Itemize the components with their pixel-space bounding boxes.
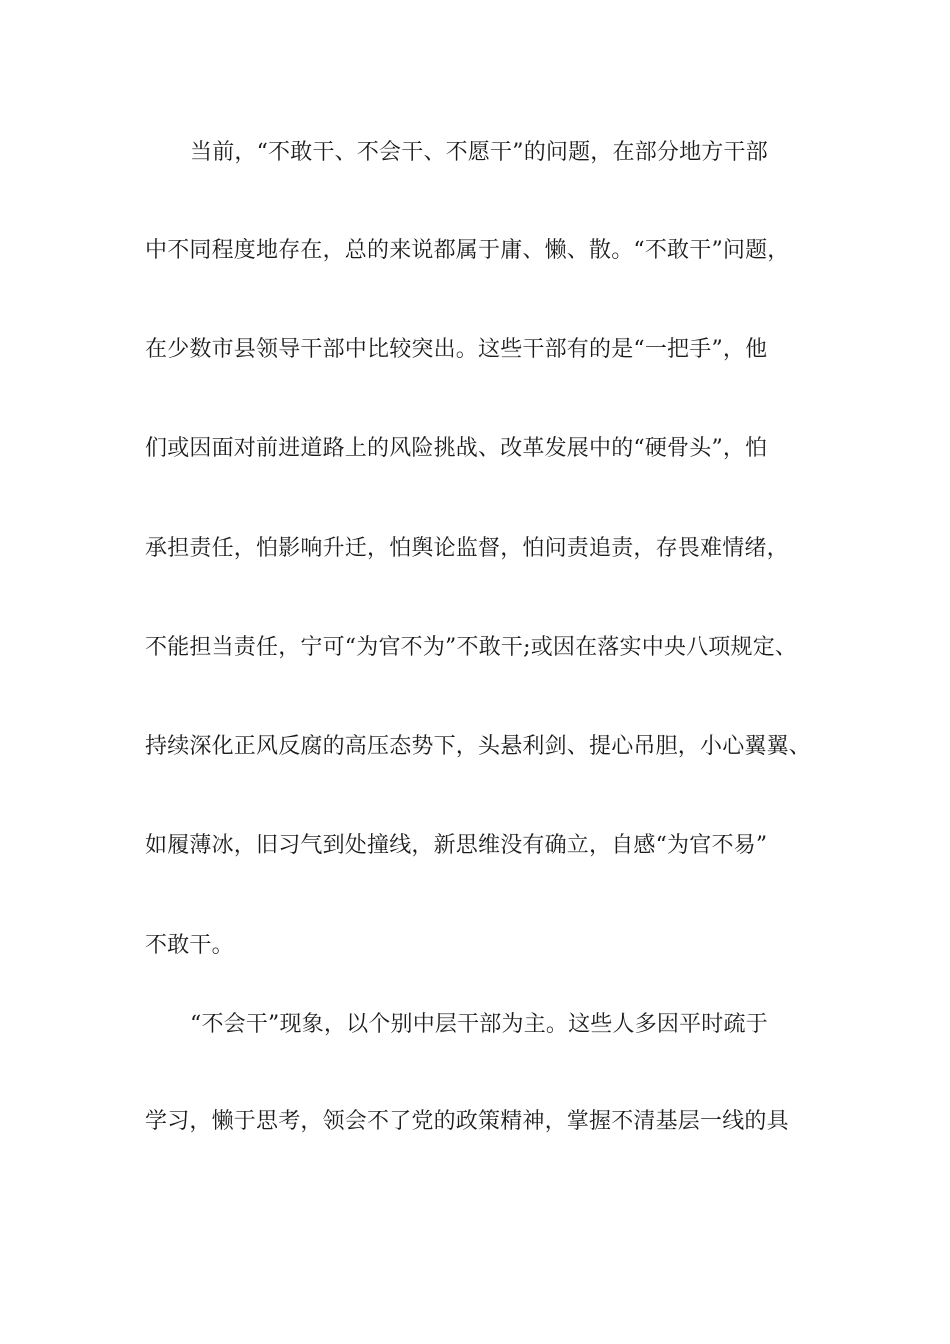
paragraph-1-line-3: 在少数市县领导干部中比较突出。这些干部有的是“一把手”，他 [145, 337, 768, 362]
paragraph-1-line-7: 持续深化正风反腐的高压态势下，头悬利剑、提心吊胆，小心翼翼、 [145, 734, 812, 759]
paragraph-1-line-2: 中不同程度地存在，总的来说都属于庸、懒、散。“不敢干”问题， [145, 238, 790, 263]
paragraph-1-line-1: 当前，“不敢干、不会干、不愿干”的问题，在部分地方干部 [190, 140, 768, 165]
paragraph-1-line-6: 不能担当责任，宁可“为官不为”不敢干;或因在落实中央八项规定、 [145, 635, 798, 660]
paragraph-1-line-9: 不敢干。 [145, 933, 234, 958]
paragraph-2-line-2: 学习，懒于思考，领会不了党的政策精神，掌握不清基层一线的具 [145, 1109, 789, 1134]
paragraph-1-line-8: 如履薄冰，旧习气到处撞线，新思维没有确立，自感“为官不易” [145, 833, 768, 858]
paragraph-1-line-4: 们或因面对前进道路上的风险挑战、改革发展中的“硬骨头”，怕 [145, 436, 768, 461]
paragraph-2-line-1: “不会干”现象，以个别中层干部为主。这些人多因平时疏于 [190, 1012, 768, 1037]
paragraph-1-line-5: 承担责任，怕影响升迁，怕舆论监督，怕问责追责，存畏难情绪， [145, 536, 789, 561]
